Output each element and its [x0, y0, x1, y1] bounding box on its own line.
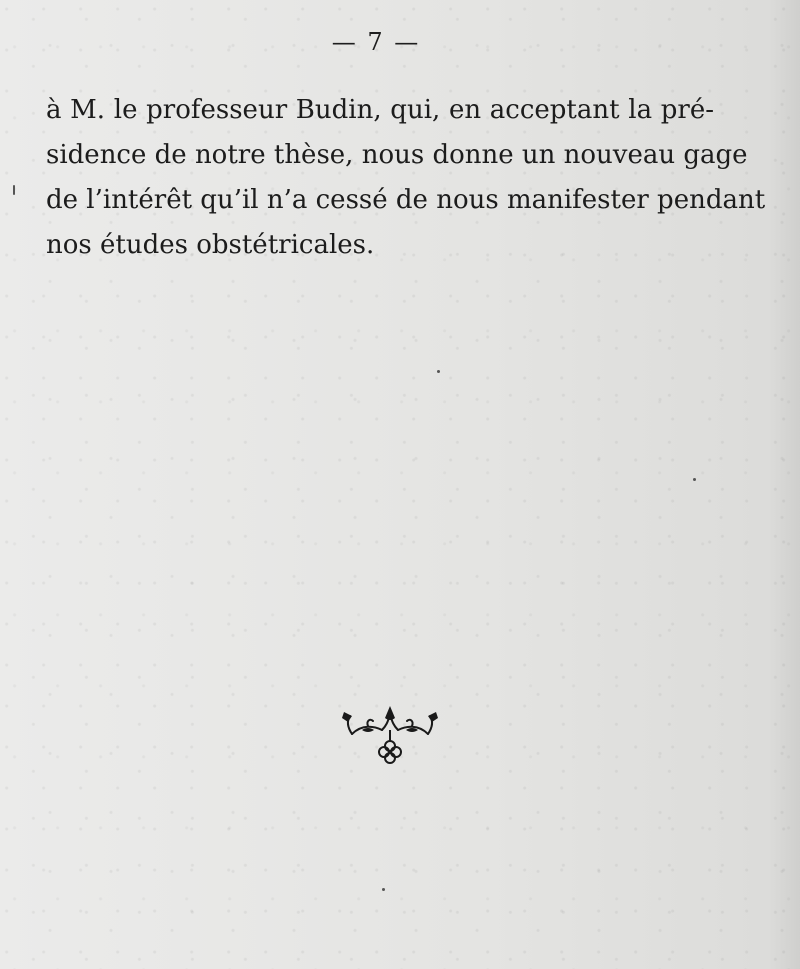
paragraph [46, 88, 766, 268]
page-number: — 7 — [331, 28, 421, 56]
paper-speck [437, 370, 440, 373]
paragraph-line-1: à M. le professeur Budin, qui, en acceptant la pré- [46, 95, 714, 125]
paragraph-line-2: sidence de notre thèse, nous donne un nouveau gage [46, 140, 748, 170]
paragraph-line-4: nos études obstétricales. [46, 230, 375, 260]
paper-speck [13, 185, 15, 195]
paragraph-line-3: de l’intérêt qu’il n’a cessé de nous manifester pendant [46, 185, 766, 215]
paper-speck [382, 888, 385, 891]
paper-speck [693, 478, 696, 481]
floral-tailpiece-icon [338, 704, 442, 766]
